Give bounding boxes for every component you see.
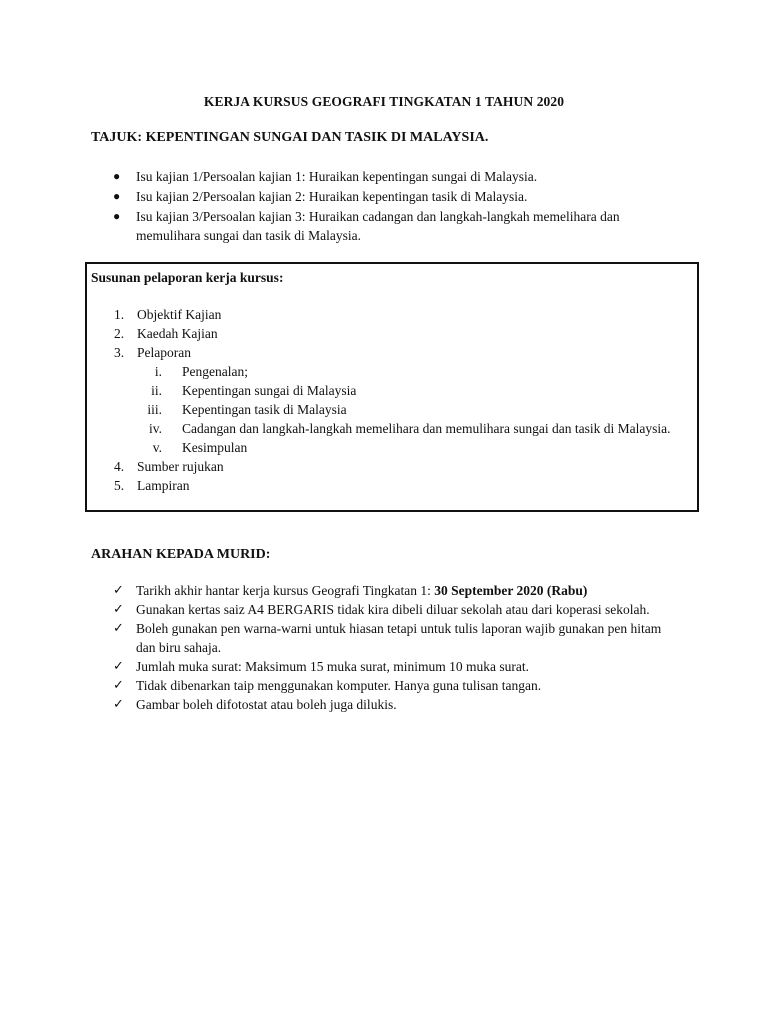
item-number: i.	[154, 364, 162, 379]
item-number: 2.	[114, 326, 125, 341]
list-item-text: Pengenalan;	[182, 364, 248, 379]
list-item-text: Lampiran	[137, 478, 190, 493]
list-item	[87, 343, 693, 457]
list-item-text: Kepentingan tasik di Malaysia	[182, 402, 347, 417]
bullet-icon: ●	[113, 209, 121, 223]
list-item-text: Boleh gunakan pen warna-warni untuk hiasan tetapi untuk tulis laporan wajib gunakan pen hitam dan biru sahaja.	[136, 621, 662, 655]
report-structure-list	[87, 305, 693, 495]
list-item-text: Pelaporan	[137, 345, 191, 360]
sub-list-item	[137, 419, 693, 438]
list-item	[87, 324, 693, 343]
list-item-text: Sumber rujukan	[137, 459, 224, 474]
checkmark-icon: ✓	[113, 678, 124, 693]
checkmark-icon: ✓	[113, 697, 124, 712]
list-item-text: Isu kajian 1/Persoalan kajian 1: Huraikan kepentingan sungai di Malaysia.	[136, 169, 538, 184]
item-number: 1.	[114, 307, 125, 322]
list-item-text: Jumlah muka surat: Maksimum 15 muka surat, minimum 10 muka surat.	[136, 659, 529, 674]
pelaporan-sublist	[137, 362, 693, 457]
list-item-text: Isu kajian 3/Persoalan kajian 3: Huraikan cadangan dan langkah-langkah memelihara dan memulihara sungai dan tasik di Malaysia.	[136, 209, 620, 243]
item-number: v.	[152, 440, 162, 455]
list-item-text: Isu kajian 2/Persoalan kajian 2: Huraikan kepentingan tasik di Malaysia.	[136, 189, 528, 204]
item-number: 3.	[114, 345, 125, 360]
list-item	[113, 581, 683, 600]
list-item-text: Kepentingan sungai di Malaysia	[182, 383, 357, 398]
list-item	[113, 619, 683, 657]
list-item	[113, 676, 683, 695]
item-number: iv.	[149, 421, 162, 436]
list-item	[113, 695, 683, 714]
checkmark-icon: ✓	[113, 602, 124, 617]
instructions-heading: ARAHAN KEPADA MURID:	[91, 547, 271, 562]
item-number: 5.	[114, 478, 125, 493]
document-title: KERJA KURSUS GEOGRAFI TINGKATAN 1 TAHUN 2020	[203, 94, 565, 109]
list-item-text: Objektif Kajian	[137, 307, 222, 322]
checkmark-icon: ✓	[113, 583, 124, 598]
list-item-text: Gunakan kertas saiz A4 BERGARIS tidak kira dibeli diluar sekolah atau dari koperasi sekolah.	[136, 602, 650, 617]
list-item-text: Tarikh akhir hantar kerja kursus Geografi Tingkatan 1:	[136, 583, 435, 598]
list-item	[113, 167, 653, 186]
instructions-list	[113, 581, 683, 714]
sub-list-item	[137, 362, 693, 381]
item-number: 4.	[114, 459, 125, 474]
checkmark-icon: ✓	[113, 621, 124, 636]
list-item	[113, 657, 683, 676]
deadline-date: 30 September 2020 (Rabu)	[434, 583, 588, 598]
list-item	[87, 476, 693, 495]
bullet-icon: ●	[113, 189, 121, 203]
report-structure-heading: Susunan pelaporan kerja kursus:	[91, 270, 284, 285]
list-item-text: Cadangan dan langkah-langkah memelihara dan memulihara sungai dan tasik di Malaysia.	[182, 421, 671, 436]
list-item	[113, 207, 653, 245]
sub-list-item	[137, 438, 693, 457]
list-item-text: Kesimpulan	[182, 440, 248, 455]
list-item	[87, 305, 693, 324]
item-number: iii.	[147, 402, 162, 417]
bullet-icon: ●	[113, 169, 121, 183]
report-structure-box	[85, 262, 699, 512]
sub-list-item	[137, 400, 693, 419]
list-item-text: Gambar boleh difotostat atau boleh juga dilukis.	[136, 697, 397, 712]
list-item	[87, 457, 693, 476]
list-item	[113, 600, 683, 619]
item-number: ii.	[151, 383, 162, 398]
sub-list-item	[137, 381, 693, 400]
checkmark-icon: ✓	[113, 659, 124, 674]
research-issues-list	[113, 167, 653, 246]
topic-heading: TAJUK: KEPENTINGAN SUNGAI DAN TASIK DI MALAYSIA.	[91, 130, 489, 145]
list-item	[113, 187, 653, 206]
list-item-text: Tidak dibenarkan taip menggunakan komputer. Hanya guna tulisan tangan.	[136, 678, 542, 693]
list-item-text: Kaedah Kajian	[137, 326, 218, 341]
